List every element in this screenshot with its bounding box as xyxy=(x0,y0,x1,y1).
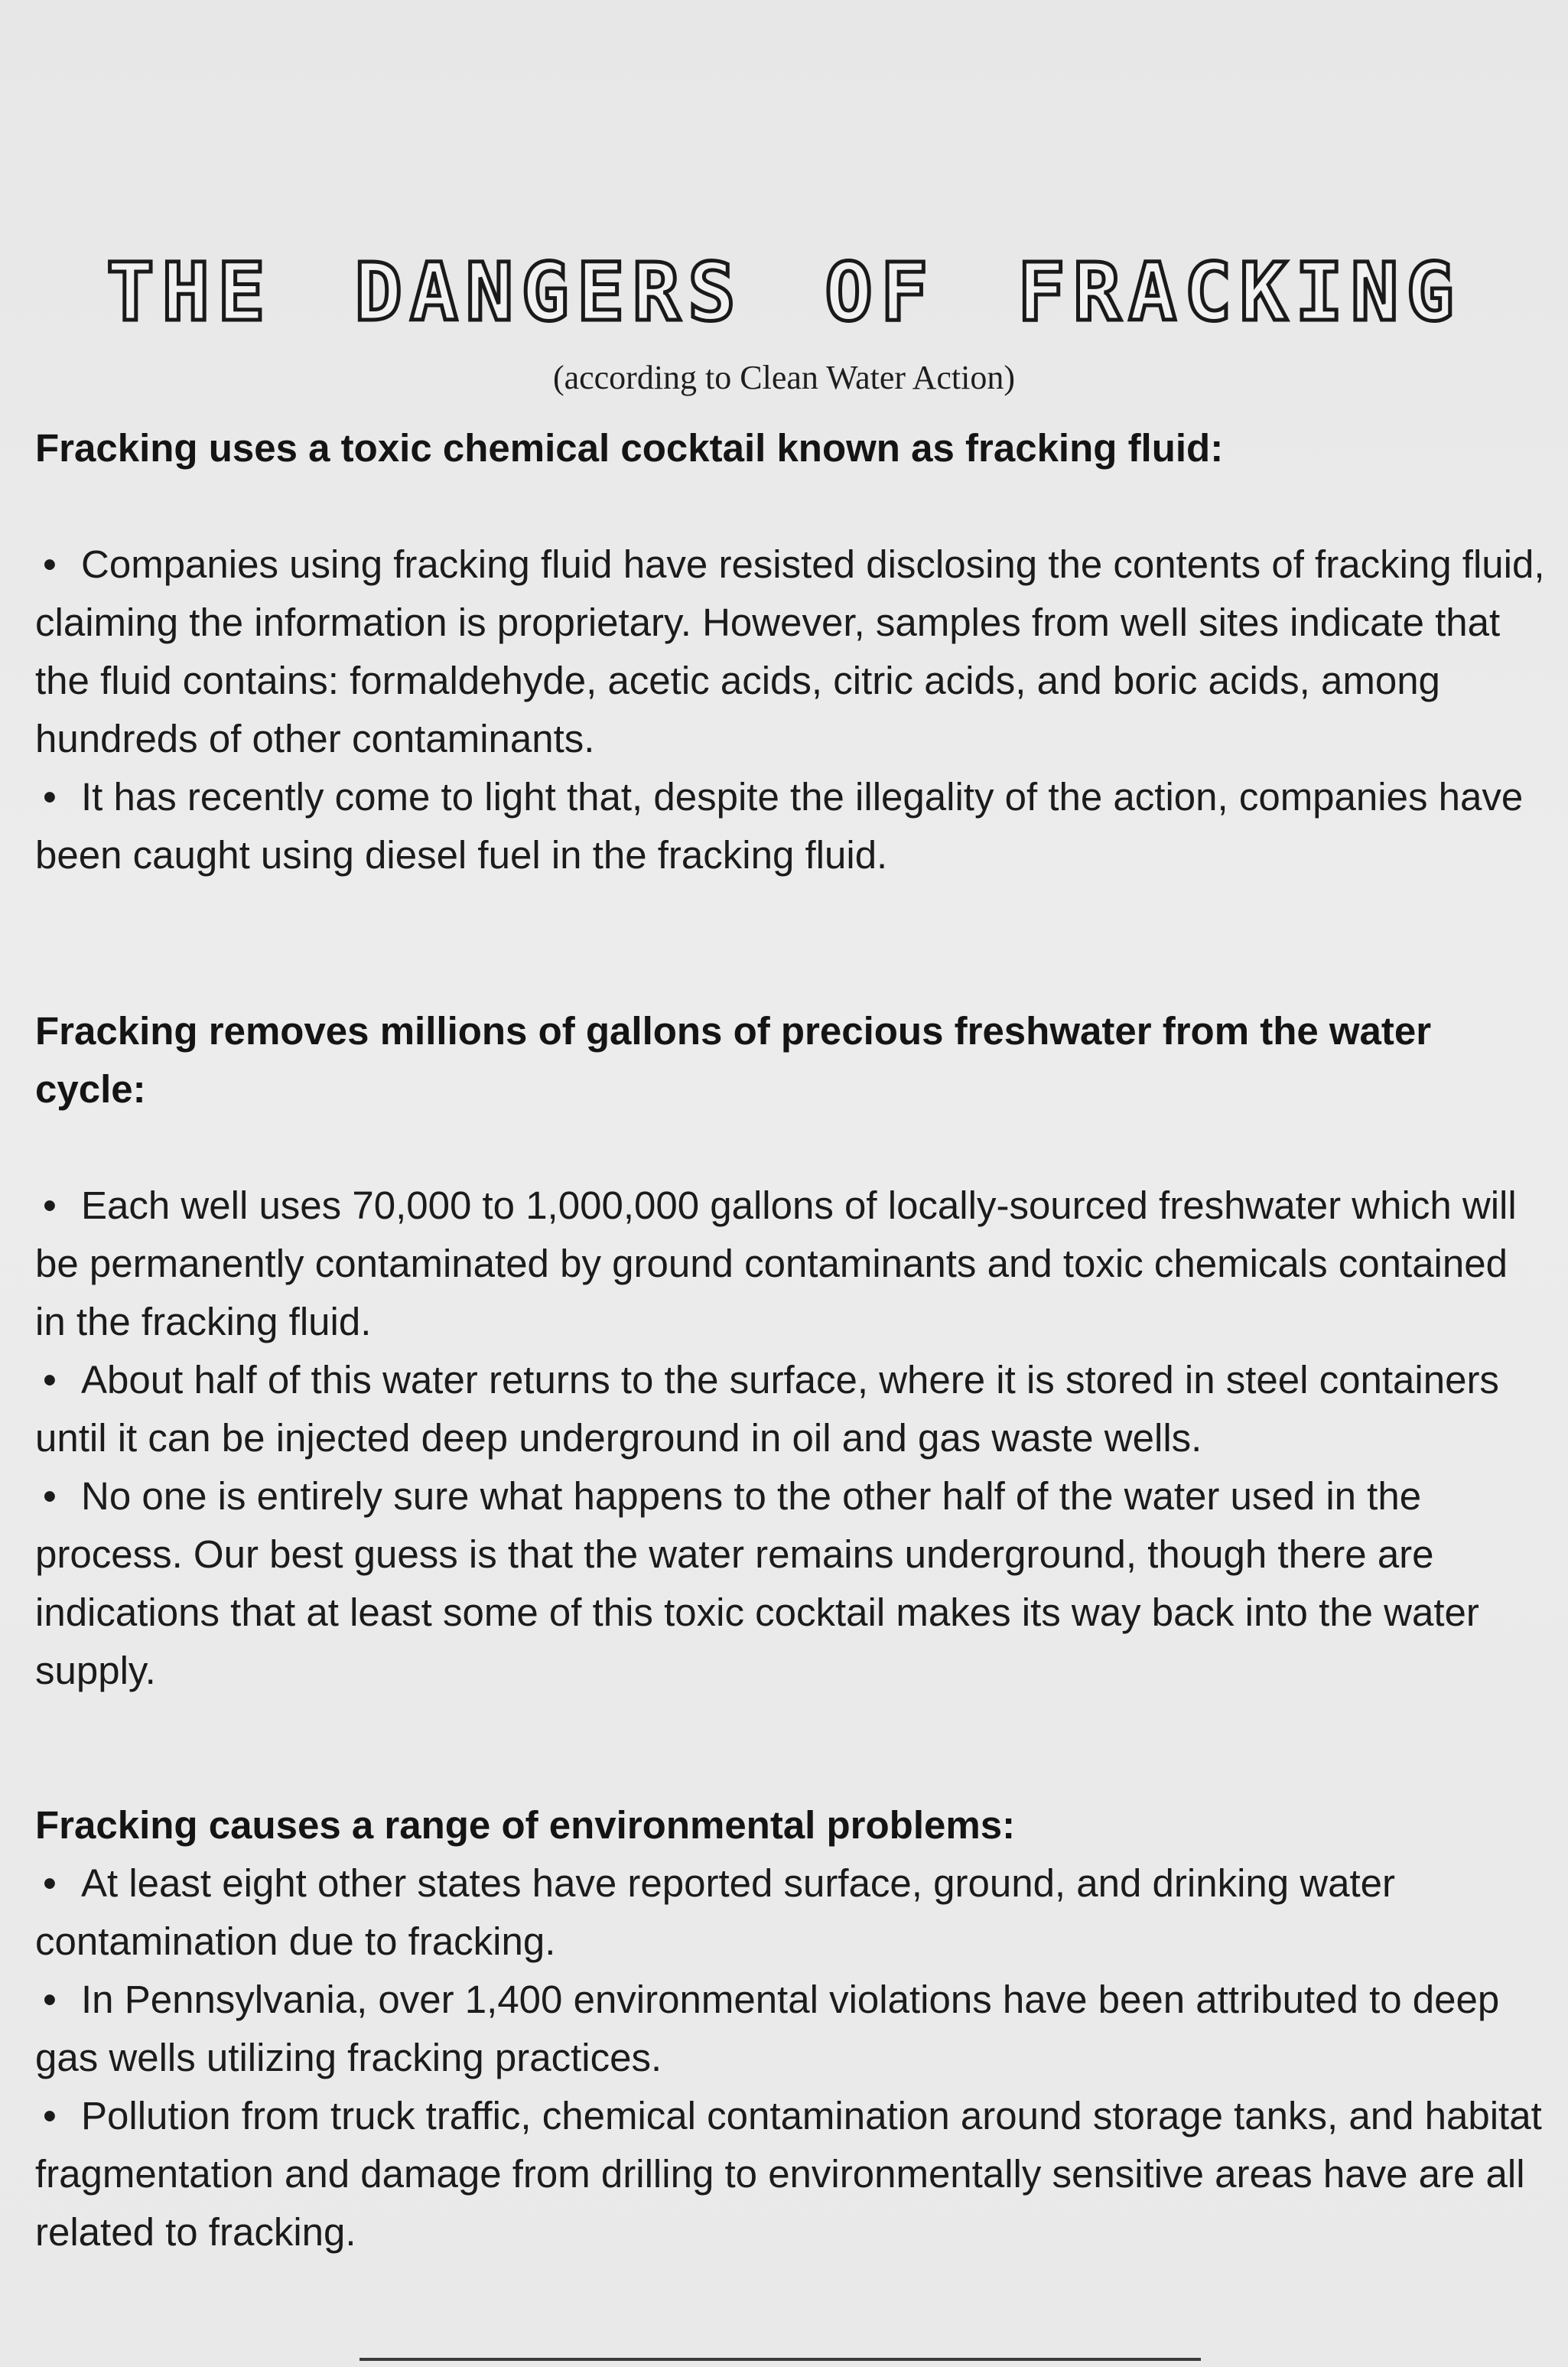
bullet-list xyxy=(35,536,1546,884)
document-title: THE DANGERS OF FRACKING xyxy=(106,246,1462,339)
bullet-icon: • xyxy=(43,1358,57,1402)
section-toxic-fluid xyxy=(35,419,1546,884)
bullet-icon: • xyxy=(43,542,57,586)
section-heading: Fracking uses a toxic chemical cocktail known as fracking fluid: xyxy=(35,426,1224,470)
bullet-icon: • xyxy=(43,775,57,819)
bottom-divider xyxy=(359,2358,1201,2361)
document-subtitle: (according to Clean Water Action) xyxy=(552,359,1016,396)
bullet-icon: • xyxy=(43,1978,57,2021)
section-freshwater xyxy=(35,1002,1546,1700)
bullet-icon: • xyxy=(43,1474,57,1518)
bullet-icon: • xyxy=(43,2094,57,2137)
list-item: • Each well uses 70,000 to 1,000,000 gallons of locally-sourced freshwater which will be permanently contaminated by ground contaminants and toxic chemicals contained in the fracking fluid. xyxy=(35,1177,1546,1351)
section-environmental-problems xyxy=(35,1796,1546,2261)
section-heading: Fracking causes a range of environmental problems: xyxy=(35,1803,1016,1847)
bullet-icon: • xyxy=(43,1184,57,1227)
bullet-list xyxy=(35,1177,1546,1700)
list-item: • Pollution from truck traffic, chemical contamination around storage tanks, and habitat fragmentation and damage from drilling to environmentally sensitive areas have are all related to fracking. xyxy=(35,2087,1546,2261)
list-item: • In Pennsylvania, over 1,400 environmental violations have been attributed to deep gas wells utilizing fracking practices. xyxy=(35,1971,1546,2087)
section-heading: Fracking removes millions of gallons of precious freshwater from the water cycle: xyxy=(35,1009,1432,1111)
bullet-icon: • xyxy=(43,1861,57,1905)
list-item: • Companies using fracking fluid have resisted disclosing the contents of fracking fluid, claiming the information is proprietary. However, samples from well sites indicate that the fluid contains: formaldehyde, acetic acids, citric acids, and boric acids, among hundreds of other contaminants. xyxy=(35,536,1546,768)
list-item: • No one is entirely sure what happens to the other half of the water used in the process. Our best guess is that the water remains underground, though there are indications that at least some of this toxic cocktail makes its way back into the water supply. xyxy=(35,1467,1546,1700)
list-item: • At least eight other states have reported surface, ground, and drinking water contamination due to fracking. xyxy=(35,1854,1546,1971)
bullet-list xyxy=(35,1854,1546,2261)
list-item: • About half of this water returns to the surface, where it is stored in steel containers until it can be injected deep underground in oil and gas waste wells. xyxy=(35,1351,1546,1467)
list-item: • It has recently come to light that, despite the illegality of the action, companies have been caught using diesel fuel in the fracking fluid. xyxy=(35,768,1546,884)
